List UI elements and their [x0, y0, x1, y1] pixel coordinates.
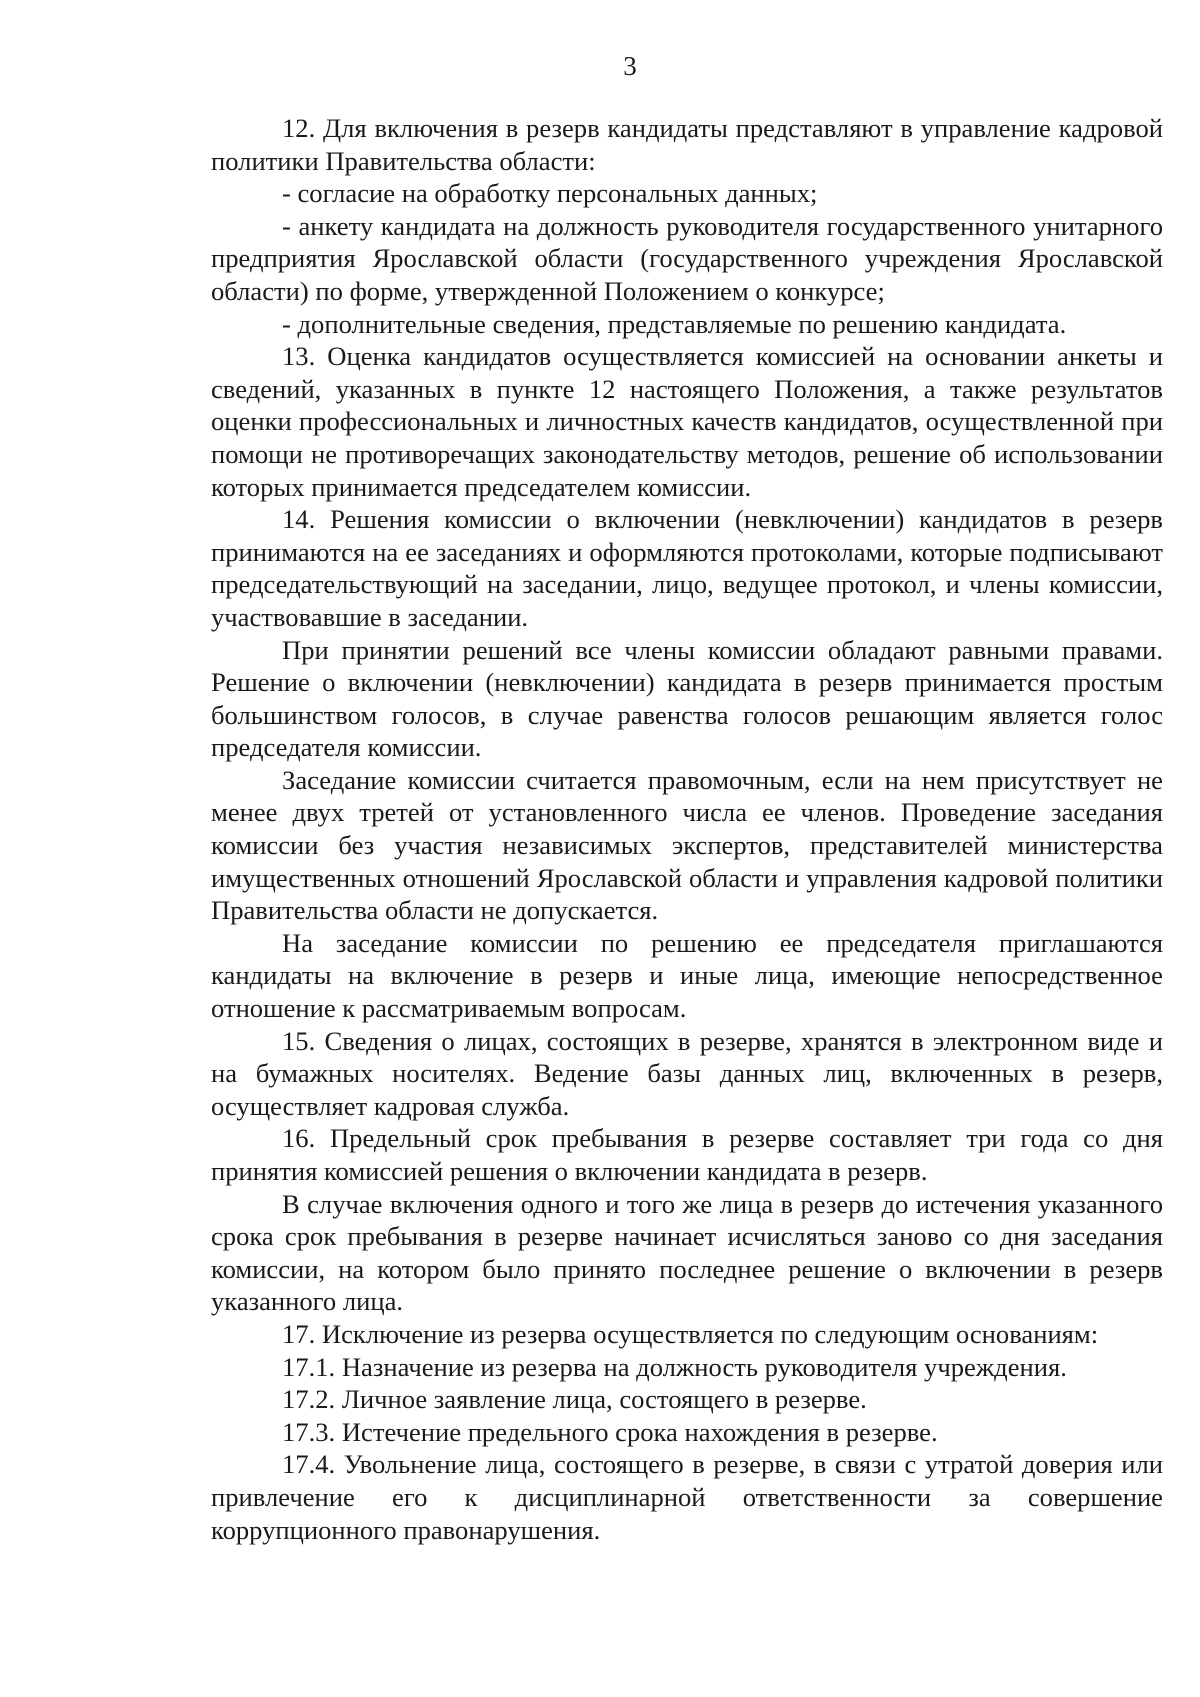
paragraph-14-invitation: На заседание комиссии по решению ее председателя приглашаются кандидаты на включение в резерв и иные лица, имеющие непосредственное отношение к рассматриваемым вопросам. — [211, 927, 1163, 1024]
paragraph-additional-info-item: - дополнительные сведения, представляемые по решению кандидата. — [282, 308, 1067, 339]
paragraph-17-4: 17.4. Увольнение лица, состоящего в резерве, в связи с утратой доверия или привлечение его к дисциплинарной ответственности за совершение коррупционного правонарушения. — [211, 1449, 1163, 1545]
paragraph-16-renewal: В случае включения одного и того же лица в резерв до истечения указанного срока срок пребывания в резерве начинает исчисляться заново со дня заседания комиссии, на котором было принято последнее решение о включении в резерв указанного лица. — [211, 1188, 1163, 1317]
document-body — [211, 112, 1163, 1546]
paragraph-13: 13. Оценка кандидатов осуществляется комиссией на основании анкеты и сведений, указанных в пункте 12 настоящего Положения, а также результатов оценки профессиональных и личностных качеств кандидатов, осуществленной при помощи не противоречащих законодательству методов, решение об использовании которых принимается председателем комиссии. — [211, 341, 1163, 502]
paragraph-14-voting: При принятии решений все члены комиссии обладают равными правами. Решение о включении (невключении) кандидата в резерв принимается простым большинством голосов, в случае равенства голосов решающим является голос председателя комиссии. — [211, 634, 1163, 763]
paragraph-questionnaire-item: - анкету кандидата на должность руководителя государственного унитарного предприятия Ярославской области (государственного учреждения Ярославской области) по форме, утвержденной Положением о конкурсе; — [211, 210, 1163, 306]
page-number: 3 — [623, 51, 637, 81]
paragraph-17-3: 17.3. Истечение предельного срока нахождения в резерве. — [282, 1416, 938, 1447]
paragraph-12: 12. Для включения в резерв кандидаты представляют в управление кадровой политики Правительства области: — [211, 113, 1163, 176]
paragraph-16: 16. Предельный срок пребывания в резерве составляет три года со дня принятия комиссией решения о включении кандидата в резерв. — [211, 1123, 1163, 1186]
paragraph-14-quorum: Заседание комиссии считается правомочным, если на нем присутствует не менее двух третей от установленного числа ее членов. Проведение заседания комиссии без участия независимых экспертов, представителей министерства имущественных отношений Ярославской области и управления кадровой политики Правительства области не допускается. — [211, 764, 1163, 926]
paragraph-15: 15. Сведения о лицах, состоящих в резерве, хранятся в электронном виде и на бумажных носителях. Ведение базы данных лиц, включенных в резерв, осуществляет кадровая служба. — [211, 1025, 1163, 1121]
paragraph-17: 17. Исключение из резерва осуществляется по следующим основаниям: — [282, 1318, 1099, 1349]
paragraph-17-1: 17.1. Назначение из резерва на должность руководителя учреждения. — [282, 1351, 1067, 1382]
paragraph-14: 14. Решения комиссии о включении (невключении) кандидатов в резерв принимаются на ее заседаниях и оформляются протоколами, которые подписывают председательствующий на заседании, лицо, ведущее протокол, и члены комиссии, участвовавшие в заседании. — [211, 504, 1163, 632]
paragraph-17-2: 17.2. Личное заявление лица, состоящего в резерве. — [282, 1384, 867, 1415]
paragraph-consent-item: - согласие на обработку персональных данных; — [282, 178, 818, 209]
